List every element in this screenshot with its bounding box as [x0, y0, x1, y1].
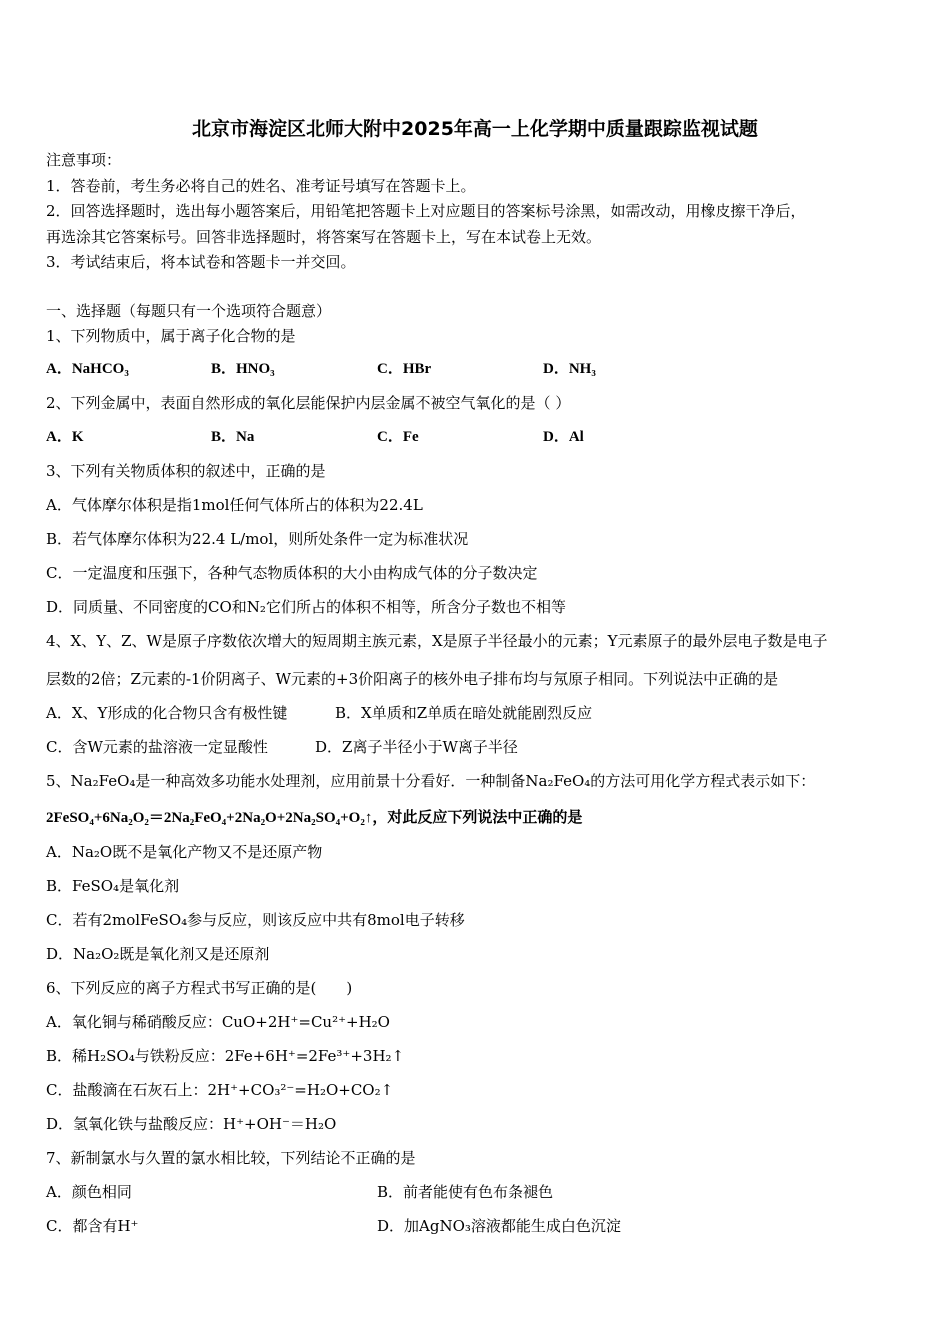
- option: A．氧化铜与稀硝酸反应：CuO+2H⁺=Cu²⁺+H₂O: [46, 1013, 390, 1031]
- option: B．若气体摩尔体积为22.4 L/mol，则所处条件一定为标准状况: [46, 530, 469, 548]
- option: A．NaHCO₃: [46, 361, 129, 377]
- notice-item: 再选涂其它答案标号。回答非选择题时，将答案写在答题卡上，写在本试卷上无效。: [46, 228, 602, 246]
- option: A．Na₂O既不是氧化产物又不是还原产物: [46, 843, 323, 861]
- equation: 2FeSO₄+6Na₂O₂＝2Na₂FeO₄+2Na₂O+2Na₂SO₄+O₂↑，对此反应下列说法中正确的是: [46, 810, 583, 826]
- notice-item: 2．回答选择题时，选出每小题答案后，用铅笔把答题卡上对应题目的答案标号涂黑，如需改动，用橡皮擦干净后，: [46, 202, 806, 220]
- option: D．氢氧化铁与盐酸反应：H⁺+OH⁻＝H₂O: [46, 1115, 337, 1133]
- option: A．X、Y形成的化合物只含有极性键: [46, 704, 288, 722]
- option: B．FeSO₄是氧化剂: [46, 877, 180, 895]
- question-stem: 5、Na₂FeO₄是一种高效多功能水处理剂，应用前景十分看好．一种制备Na₂FeO₄的方法可用化学方程式表示如下：: [46, 772, 816, 790]
- option: B．Na: [211, 429, 255, 445]
- option: B．稀H₂SO₄与铁粉反应：2Fe+6H⁺=2Fe³⁺+3H₂↑: [46, 1047, 405, 1065]
- option: D．同质量、不同密度的CO和N₂它们所占的体积不相等，所含分子数也不相等: [46, 598, 566, 616]
- notice-item: 3．考试结束后，将本试卷和答题卡一并交回。: [46, 253, 356, 271]
- question-stem: 2、下列金属中，表面自然形成的氧化层能保护内层金属不被空气氧化的是（ ）: [46, 394, 571, 412]
- question-stem: 1、下列物质中，属于离子化合物的是: [46, 327, 296, 345]
- option: B．X单质和Z单质在暗处就能剧烈反应: [335, 704, 593, 722]
- option: C．含W元素的盐溶液一定显酸性: [46, 738, 268, 756]
- notice-item: 1．答卷前，考生务必将自己的姓名、准考证号填写在答题卡上。: [46, 177, 476, 195]
- option: C．Fe: [377, 429, 419, 445]
- option: D．Z离子半径小于W离子半径: [315, 738, 518, 756]
- question-stem: 3、下列有关物质体积的叙述中，正确的是: [46, 462, 326, 480]
- question-stem: 4、X、Y、Z、W是原子序数依次增大的短周期主族元素，X是原子半径最小的元素；Y元素原子的最外层电子数是电子: [46, 632, 828, 650]
- option: C．若有2molFeSO₄参与反应，则该反应中共有8mol电子转移: [46, 911, 465, 929]
- option: A．K: [46, 429, 84, 445]
- option: C．盐酸滴在石灰石上：2H⁺+CO₃²⁻=H₂O+CO₂↑: [46, 1081, 394, 1099]
- question-stem: 6、下列反应的离子方程式书写正确的是( ): [46, 979, 353, 997]
- question-stem: 层数的2倍；Z元素的-1价阴离子、W元素的+3价阳离子的核外电子排布均与氖原子相同。下列说法中正确的是: [46, 670, 779, 688]
- option: C．HBr: [377, 361, 432, 377]
- notice-heading: 注意事项：: [46, 151, 122, 169]
- option: D．Na₂O₂既是氧化剂又是还原剂: [46, 945, 270, 963]
- option: C．都含有H⁺: [46, 1217, 139, 1235]
- option: A．颜色相同: [46, 1183, 132, 1201]
- option: D．Al: [543, 429, 584, 445]
- option: B．HNO₃: [211, 361, 275, 377]
- option: A．气体摩尔体积是指1mol任何气体所占的体积为22.4L: [46, 496, 423, 514]
- page-title: 北京市海淀区北师大附中2025年高一上化学期中质量跟踪监视试题: [192, 118, 758, 140]
- section-heading: 一、选择题（每题只有一个选项符合题意）: [46, 302, 332, 320]
- question-stem: 7、新制氯水与久置的氯水相比较，下列结论不正确的是: [46, 1149, 416, 1167]
- option: C．一定温度和压强下，各种气态物质体积的大小由构成气体的分子数决定: [46, 564, 538, 582]
- option: D．NH₃: [543, 361, 596, 377]
- option: D．加AgNO₃溶液都能生成白色沉淀: [377, 1217, 621, 1235]
- option: B．前者能使有色布条褪色: [377, 1183, 554, 1201]
